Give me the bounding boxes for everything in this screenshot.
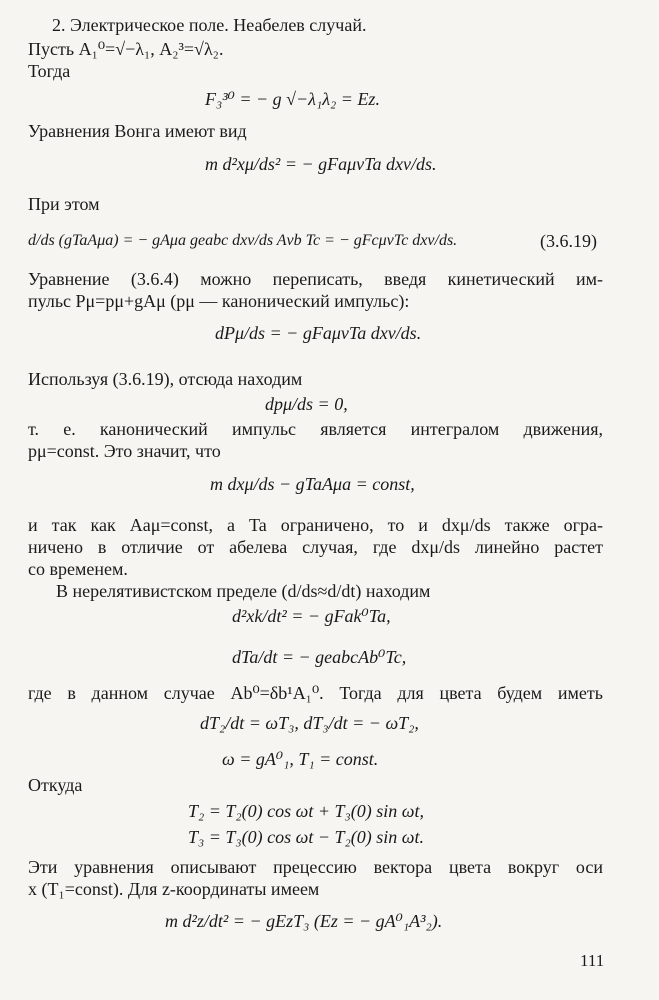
text-line: pμ=const. Это значит, что (28, 441, 221, 461)
text-line: ничено в отличие от абелева случая, где dxμ/ds линейно растет (28, 537, 603, 557)
equation: T₂ = T₂(0) cos ωt + T₃(0) sin ωt, (188, 801, 424, 821)
equation: dT₂/dt = ωT₃, dT₃/dt = − ωT₂, (200, 713, 419, 733)
section-heading: 2. Электрическое поле. Неабелев случай. (52, 15, 367, 35)
text-line: со временем. (28, 559, 128, 579)
equation: T₃ = T₃(0) cos ωt − T₂(0) sin ωt. (188, 827, 424, 847)
text-line: Откуда (28, 775, 83, 795)
equation: m d²z/dt² = − gEzT₃ (Ez = − gA⁰₁A³₂). (165, 911, 443, 931)
equation: ω = gA⁰₁, T₁ = const. (222, 749, 379, 769)
equation: dPμ/ds = − gFaμνTa dxν/ds. (215, 323, 422, 343)
equation: d²xk/dt² = − gFak⁰Ta, (232, 606, 391, 626)
text-line: Используя (3.6.19), отсюда находим (28, 369, 303, 389)
text-line: Уравнение (3.6.4) можно переписать, введя кинетический им- (28, 269, 603, 289)
text-line: x (T₁=const). Для z-координаты имеем (28, 879, 320, 899)
equation: m d²xμ/ds² = − gFaμνTa dxν/ds. (205, 154, 437, 174)
text-line: При этом (28, 194, 100, 214)
equation: m dxμ/ds − gTaAμa = const, (210, 474, 415, 494)
page-number: 111 (580, 951, 605, 970)
text-line: Эти уравнения описывают прецессию вектора цвета вокруг оси (28, 857, 603, 877)
text-line: пульс Pμ=pμ+gAμ (pμ — канонический импульс): (28, 291, 410, 311)
equation: dpμ/ds = 0, (265, 394, 348, 414)
text-line: т. е. канонический импульс является интегралом движения, (28, 419, 603, 439)
text-line: Пусть A₁⁰=√−λ₁, A₂³=√λ₂. (28, 39, 224, 59)
text-line: Уравнения Вонга имеют вид (28, 121, 247, 141)
equation: dTa/dt = − geabcAb⁰Tc, (232, 647, 407, 667)
equation: F₃³⁰ = − g √−λ₁λ₂ = Ez. (205, 89, 380, 109)
text-line: где в данном случае Ab⁰=δb¹A₁⁰. Тогда для цвета будем иметь (28, 683, 603, 703)
text-line: и так как Aaμ=const, а Ta ограничено, то и dxμ/ds также огра- (28, 515, 603, 535)
text-line: Тогда (28, 61, 71, 81)
text-line: В нерелятивистском пределе (d/ds≈d/dt) находим (56, 581, 431, 601)
equation: d/ds (gTaAμa) = − gAμa geabc dxν/ds Aνb Tc = − gFcμνTc dxν/ds. (28, 232, 458, 249)
equation-number: (3.6.19) (540, 231, 597, 251)
